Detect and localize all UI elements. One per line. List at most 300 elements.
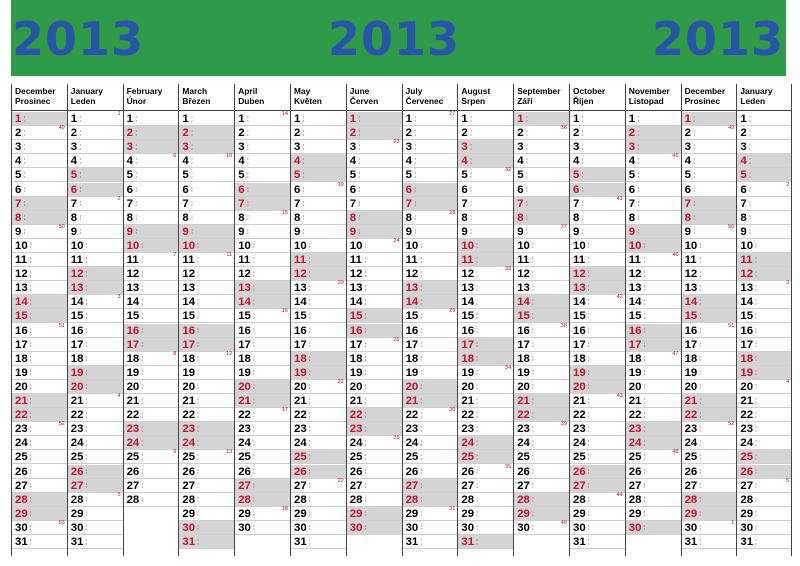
weekday-marker: • •: [588, 284, 590, 292]
day-cell: [737, 535, 791, 549]
day-cell: [626, 380, 681, 394]
weekday-marker: • •: [532, 467, 534, 476]
day-cell: [235, 338, 290, 352]
weekday-marker: • •: [476, 312, 478, 320]
header-divider: [12, 110, 67, 111]
day-number: 18: [238, 352, 251, 365]
day-number: 27: [628, 479, 642, 492]
weekday-marker: • •: [364, 411, 367, 419]
day-number: 28: [126, 493, 140, 506]
weekday-marker: • •: [309, 509, 311, 518]
day-cell: [68, 436, 123, 450]
day-cell: [737, 479, 791, 493]
day-cell: [682, 183, 737, 197]
weekday-marker: • •: [141, 467, 143, 476]
day-number: 8: [405, 211, 412, 224]
day-number: 30: [684, 521, 698, 534]
day-number: 7: [628, 197, 636, 210]
day-number: 8: [517, 211, 524, 224]
weekday-marker: • •: [699, 368, 701, 377]
week-number: 18: [281, 505, 288, 512]
day-cell: [514, 352, 569, 366]
day-number: 27: [349, 479, 363, 492]
weekday-marker: • •: [643, 270, 646, 278]
day-number: 13: [628, 282, 642, 295]
day-number: 28: [405, 493, 419, 506]
day-number: 26: [70, 465, 84, 478]
weekday-marker: • •: [309, 284, 311, 292]
weekday-marker: • •: [420, 354, 422, 363]
day-number: 20: [405, 380, 419, 393]
week-number: 11: [226, 252, 233, 258]
weekday-marker: • •: [476, 382, 478, 391]
weekday-marker: • •: [141, 312, 143, 320]
weekday-marker: • •: [253, 495, 255, 504]
day-number: 6: [182, 183, 189, 196]
weekday-marker: • •: [191, 115, 193, 123]
day-number: 5: [461, 169, 468, 182]
day-number: 17: [461, 338, 475, 351]
day-number: 16: [740, 324, 754, 337]
weekday-marker: • •: [582, 129, 584, 137]
day-cell: [403, 408, 458, 422]
day-number: 13: [126, 282, 140, 295]
weekday-marker: • •: [526, 129, 528, 137]
weekday-marker: • •: [637, 185, 640, 194]
weekday-marker: • •: [699, 467, 701, 476]
weekday-marker: • •: [420, 397, 422, 405]
weekday-marker: • •: [588, 453, 590, 461]
day-number: 3: [15, 141, 22, 154]
day-number: 19: [684, 366, 698, 379]
day-number: 21: [461, 395, 475, 407]
day-cell: [682, 267, 737, 281]
weekday-marker: • •: [749, 157, 751, 165]
day-cell: [12, 126, 67, 140]
weekday-marker: • •: [582, 157, 584, 165]
day-number: 12: [70, 268, 84, 281]
day-cell: [458, 338, 513, 352]
weekday-marker: • •: [364, 312, 367, 320]
day-number: 2: [182, 127, 189, 140]
day-number: 17: [294, 338, 307, 351]
week-number: 23: [393, 139, 400, 146]
day-number: 30: [517, 521, 530, 534]
day-number: 25: [628, 451, 642, 464]
day-cell: [347, 267, 402, 281]
weekday-marker: • •: [476, 509, 478, 518]
day-number: 4: [517, 155, 524, 168]
day-number: 15: [684, 310, 698, 323]
month-name-cz: Leden: [740, 96, 766, 106]
day-number: 20: [15, 380, 28, 393]
day-number: 30: [740, 521, 754, 534]
day-cell: [124, 366, 179, 380]
month-column: [513, 84, 569, 556]
weekday-marker: • •: [749, 227, 751, 236]
day-number: 23: [15, 423, 28, 436]
day-number: 19: [461, 366, 475, 379]
weekday-marker: • •: [693, 199, 695, 208]
weekday-marker: • •: [30, 439, 32, 447]
day-number: 11: [349, 254, 362, 266]
day-number: 25: [70, 451, 84, 464]
day-number: 10: [126, 239, 140, 252]
weekday-marker: • •: [749, 213, 751, 222]
day-number: 27: [405, 479, 419, 492]
weekday-marker: • •: [476, 256, 478, 264]
day-number: 9: [740, 225, 747, 238]
day-cell: [124, 253, 179, 267]
day-number: 12: [573, 268, 586, 281]
day-cell: [235, 239, 290, 253]
day-number: 21: [573, 395, 586, 407]
day-cell: [737, 140, 791, 154]
day-cell: [514, 267, 569, 281]
weekday-marker: • •: [30, 467, 32, 476]
day-cell: [179, 183, 234, 197]
weekday-marker: • •: [358, 115, 361, 123]
month-name-en: April: [238, 86, 258, 96]
month-name-en: January: [740, 86, 773, 96]
day-number: 25: [126, 451, 140, 464]
weekday-marker: • •: [85, 354, 88, 363]
day-cell: [458, 295, 513, 309]
day-cell: [737, 225, 791, 239]
day-number: 17: [126, 338, 140, 351]
day-cell: [124, 112, 179, 126]
day-number: 1: [628, 113, 636, 125]
day-cell: [291, 465, 346, 479]
day-cell: [347, 309, 402, 323]
day-cell: [514, 126, 569, 140]
day-cell: [347, 140, 402, 154]
weekday-marker: • •: [364, 326, 367, 335]
day-number: 31: [182, 536, 196, 548]
day-number: 20: [740, 380, 754, 393]
weekday-marker: • •: [699, 256, 701, 264]
day-number: 20: [628, 380, 642, 393]
weekday-marker: • •: [141, 411, 143, 419]
day-number: 21: [740, 395, 754, 407]
weekday-marker: • •: [532, 411, 534, 419]
weekday-marker: • •: [699, 298, 701, 306]
day-number: 19: [182, 366, 196, 379]
week-number: 30: [449, 407, 456, 414]
weekday-marker: • •: [476, 241, 478, 250]
day-cell: [570, 126, 625, 140]
weekday-marker: • •: [358, 129, 361, 137]
day-cell: [403, 281, 458, 295]
day-number: 4: [15, 155, 22, 168]
weekday-marker: • •: [588, 368, 590, 377]
day-cell: [12, 211, 67, 225]
day-cell: [458, 267, 513, 281]
day-number: 2: [15, 127, 22, 140]
weekday-marker: • •: [191, 157, 193, 165]
week-number: 52: [58, 421, 65, 428]
month-name-cz: Leden: [70, 96, 96, 106]
day-cell: [570, 479, 625, 493]
week-number: 52: [728, 421, 735, 428]
weekday-marker: • •: [420, 312, 422, 320]
day-cell: [68, 267, 123, 281]
day-number: 22: [238, 409, 251, 422]
day-number: 13: [740, 282, 754, 295]
week-number: 4: [786, 378, 790, 385]
weekday-marker: • •: [30, 368, 32, 377]
header-divider: [458, 110, 513, 111]
month-name-cz: Prosinec: [684, 96, 720, 106]
weekday-marker: • •: [476, 397, 478, 405]
weekday-marker: • •: [643, 439, 646, 447]
week-number: 27: [449, 111, 456, 117]
day-cell: [403, 324, 458, 338]
day-cell: [403, 168, 458, 182]
day-cell: [737, 154, 791, 168]
day-number: 8: [573, 211, 580, 224]
weekday-marker: • •: [643, 453, 646, 461]
day-cell: [570, 140, 625, 154]
day-number: 29: [628, 507, 642, 520]
day-number: 6: [740, 183, 747, 196]
weekday-marker: • •: [476, 270, 478, 278]
day-number: 18: [628, 352, 642, 365]
weekday-marker: • •: [24, 157, 26, 165]
day-number: 11: [517, 254, 530, 266]
day-number: 11: [182, 254, 195, 266]
day-number: 14: [349, 296, 363, 309]
day-number: 2: [740, 127, 747, 140]
day-number: 22: [628, 409, 642, 422]
day-cell: [12, 295, 67, 309]
day-cell: [179, 324, 234, 338]
day-number: 10: [294, 239, 307, 252]
weekday-marker: • •: [532, 382, 534, 391]
day-cell: [403, 366, 458, 380]
weekday-marker: • •: [358, 213, 361, 222]
day-number: 11: [70, 254, 83, 266]
day-number: 12: [15, 268, 28, 281]
day-cell: [403, 436, 458, 450]
day-cell: [737, 436, 791, 450]
day-number: 29: [461, 507, 475, 520]
day-cell: [458, 479, 513, 493]
weekday-marker: • •: [253, 256, 255, 264]
day-number: 19: [573, 366, 586, 379]
weekday-marker: • •: [699, 241, 701, 250]
weekday-marker: • •: [309, 368, 311, 377]
weekday-marker: • •: [85, 509, 88, 518]
day-cell: [514, 465, 569, 479]
weekday-marker: • •: [24, 213, 26, 222]
day-cell: [737, 183, 791, 197]
weekday-marker: • •: [191, 213, 193, 222]
weekday-marker: • •: [532, 284, 534, 292]
day-number: 3: [70, 141, 78, 154]
day-number: 3: [238, 141, 245, 154]
day-cell: [514, 394, 569, 408]
day-number: 16: [294, 324, 307, 337]
day-cell: [291, 239, 346, 253]
weekday-marker: • •: [414, 213, 416, 222]
day-cell: [737, 253, 791, 267]
weekday-marker: • •: [141, 439, 143, 447]
day-number: 20: [684, 380, 698, 393]
day-cell: [626, 239, 681, 253]
day-number: 3: [573, 141, 580, 154]
day-number: 5: [740, 169, 747, 182]
header-divider: [124, 110, 179, 111]
weekday-marker: • •: [643, 312, 646, 320]
weekday-marker: • •: [526, 143, 528, 151]
day-number: 27: [294, 479, 307, 492]
day-cell: [737, 295, 791, 309]
day-number: 22: [70, 409, 84, 422]
day-cell: [737, 422, 791, 436]
weekday-marker: • •: [364, 298, 367, 306]
weekday-marker: • •: [197, 453, 199, 461]
day-cell: [682, 338, 737, 352]
weekday-marker: • •: [755, 523, 757, 532]
weekday-marker: • •: [588, 312, 590, 320]
weekday-marker: • •: [303, 185, 305, 194]
day-cell: [682, 380, 737, 394]
day-cell: [291, 338, 346, 352]
weekday-marker: • •: [699, 425, 701, 433]
day-cell: [12, 366, 67, 380]
month-header: [517, 86, 560, 106]
day-cell: [179, 465, 234, 479]
day-cell: [291, 493, 346, 507]
weekday-marker: • •: [526, 227, 528, 236]
day-cell: [12, 309, 67, 323]
day-cell: [179, 479, 234, 493]
day-number: 25: [684, 451, 698, 464]
day-cell: [235, 380, 290, 394]
day-cell: [68, 338, 123, 352]
day-cell: [737, 352, 791, 366]
day-number: 1: [517, 113, 524, 125]
day-number: 31: [294, 536, 307, 548]
weekday-marker: • •: [364, 509, 367, 518]
weekday-marker: • •: [79, 185, 82, 194]
day-cell: [68, 450, 123, 464]
day-cell: [124, 267, 179, 281]
day-number: 20: [461, 380, 475, 393]
weekday-marker: • •: [247, 213, 249, 222]
weekday-marker: • •: [749, 115, 751, 123]
weekday-marker: • •: [309, 298, 311, 306]
day-number: 4: [126, 155, 133, 168]
day-cell: [570, 450, 625, 464]
day-cell: [682, 521, 737, 535]
weekday-marker: • •: [253, 354, 255, 363]
weekday-marker: • •: [476, 284, 478, 292]
day-cell: [403, 225, 458, 239]
day-number: 20: [349, 380, 363, 393]
day-cell: [124, 154, 179, 168]
weekday-marker: • •: [588, 538, 590, 546]
day-number: 24: [684, 437, 698, 450]
day-cell: [68, 183, 123, 197]
day-number: 7: [740, 197, 747, 210]
week-number: 35: [504, 463, 512, 470]
day-number: 27: [182, 479, 196, 492]
month-name-en: November: [628, 86, 670, 96]
day-number: 15: [628, 310, 642, 323]
week-number: 43: [616, 393, 623, 399]
weekday-marker: • •: [364, 241, 367, 250]
weekday-marker: • •: [526, 171, 528, 179]
weekday-marker: • •: [30, 523, 32, 532]
weekday-marker: • •: [197, 270, 199, 278]
weekday-marker: • •: [699, 538, 701, 546]
weekday-marker: • •: [420, 453, 422, 461]
weekday-marker: • •: [197, 439, 199, 447]
day-number: 17: [15, 338, 28, 351]
day-number: 24: [349, 437, 363, 450]
month-header: [461, 86, 490, 106]
week-number: 3: [117, 294, 121, 301]
day-cell: [682, 324, 737, 338]
day-cell: [626, 366, 681, 380]
weekday-marker: • •: [85, 495, 88, 504]
day-number: 30: [70, 521, 84, 534]
week-number: 5: [117, 491, 121, 498]
day-number: 17: [349, 338, 363, 351]
month-column: [569, 84, 625, 556]
day-cell: [403, 450, 458, 464]
day-number: 14: [238, 296, 251, 309]
weekday-marker: • •: [85, 425, 88, 433]
day-cell: [403, 507, 458, 521]
day-cell: [291, 394, 346, 408]
day-cell: [347, 197, 402, 211]
day-cell: [626, 140, 681, 154]
weekday-marker: • •: [197, 284, 199, 292]
week-number: 34: [504, 364, 512, 371]
day-number: 13: [573, 282, 586, 295]
day-number: 17: [684, 338, 698, 351]
weekday-marker: • •: [470, 227, 472, 236]
weekday-marker: • •: [532, 326, 534, 335]
day-number: 2: [349, 127, 357, 140]
day-number: 6: [126, 183, 133, 196]
weekday-marker: • •: [309, 241, 311, 250]
header-divider: [68, 110, 123, 111]
day-number: 19: [628, 366, 642, 379]
day-cell: [626, 507, 681, 521]
weekday-marker: • •: [303, 171, 305, 179]
day-cell: [291, 352, 346, 366]
day-cell: [68, 507, 123, 521]
day-cell: [179, 507, 234, 521]
day-cell: [12, 197, 67, 211]
day-number: 13: [684, 282, 698, 295]
day-number: 25: [182, 451, 196, 464]
weekday-marker: • •: [643, 495, 646, 504]
day-number: 3: [349, 141, 357, 154]
day-cell: [514, 183, 569, 197]
day-number: 28: [182, 493, 196, 506]
day-cell: [12, 422, 67, 436]
month-column: [290, 84, 346, 556]
weekday-marker: • •: [699, 397, 701, 405]
day-number: 18: [684, 352, 698, 365]
day-number: 7: [15, 197, 22, 210]
day-cell: [347, 239, 402, 253]
